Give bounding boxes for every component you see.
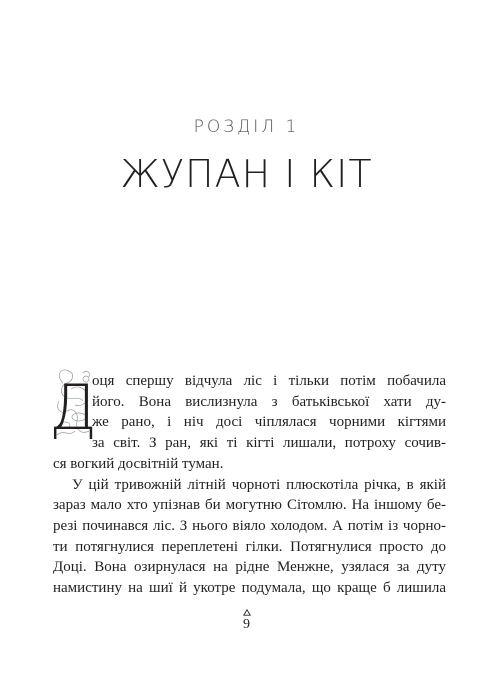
text-line: його. Вона вислизнула з батьківської хати ду-: [92, 393, 446, 410]
text-line: ти потягнулися переплетені гілки. Потягнулися просто до: [53, 538, 446, 555]
page-number: 9: [243, 617, 250, 632]
page-footer: [0, 609, 493, 633]
text-line: Доці. Вона озирнулася на рідне Менжне, узялася за дуту: [53, 559, 446, 576]
text-line: намистину на шиї й укотре подумала, що краще б лишила: [53, 580, 446, 597]
text-line: оця спершу відчула ліс і тільки потім побачила: [92, 373, 446, 389]
text-line: ся вогкий досвітній туман.: [53, 455, 224, 472]
chapter-label: РОЗДІЛ 1: [193, 117, 300, 137]
triangle-ornament-icon: [243, 609, 251, 616]
chapter-title: ЖУПАН І КІТ: [120, 152, 373, 196]
text-line: У цій тривожній літній чорноті плюскотіла річка, в якій: [72, 476, 446, 493]
text-line: же рано, і ніч досі чіплялася чорними кігтями: [92, 414, 446, 431]
body-text: [53, 371, 446, 599]
text-line: резі починався ліс. З нього віяло холодом. А потім із чорно-: [53, 517, 446, 534]
text-line: зараз мало хто упізнав би могутню Сітомлю. На іншому бе-: [53, 497, 446, 514]
drop-cap-letter: Д: [48, 371, 98, 444]
text-line: за світ. З ран, які ті кігті лишали, потроху сочив-: [92, 435, 446, 452]
paragraph-1: [53, 371, 446, 475]
paragraph-2: [53, 475, 446, 599]
